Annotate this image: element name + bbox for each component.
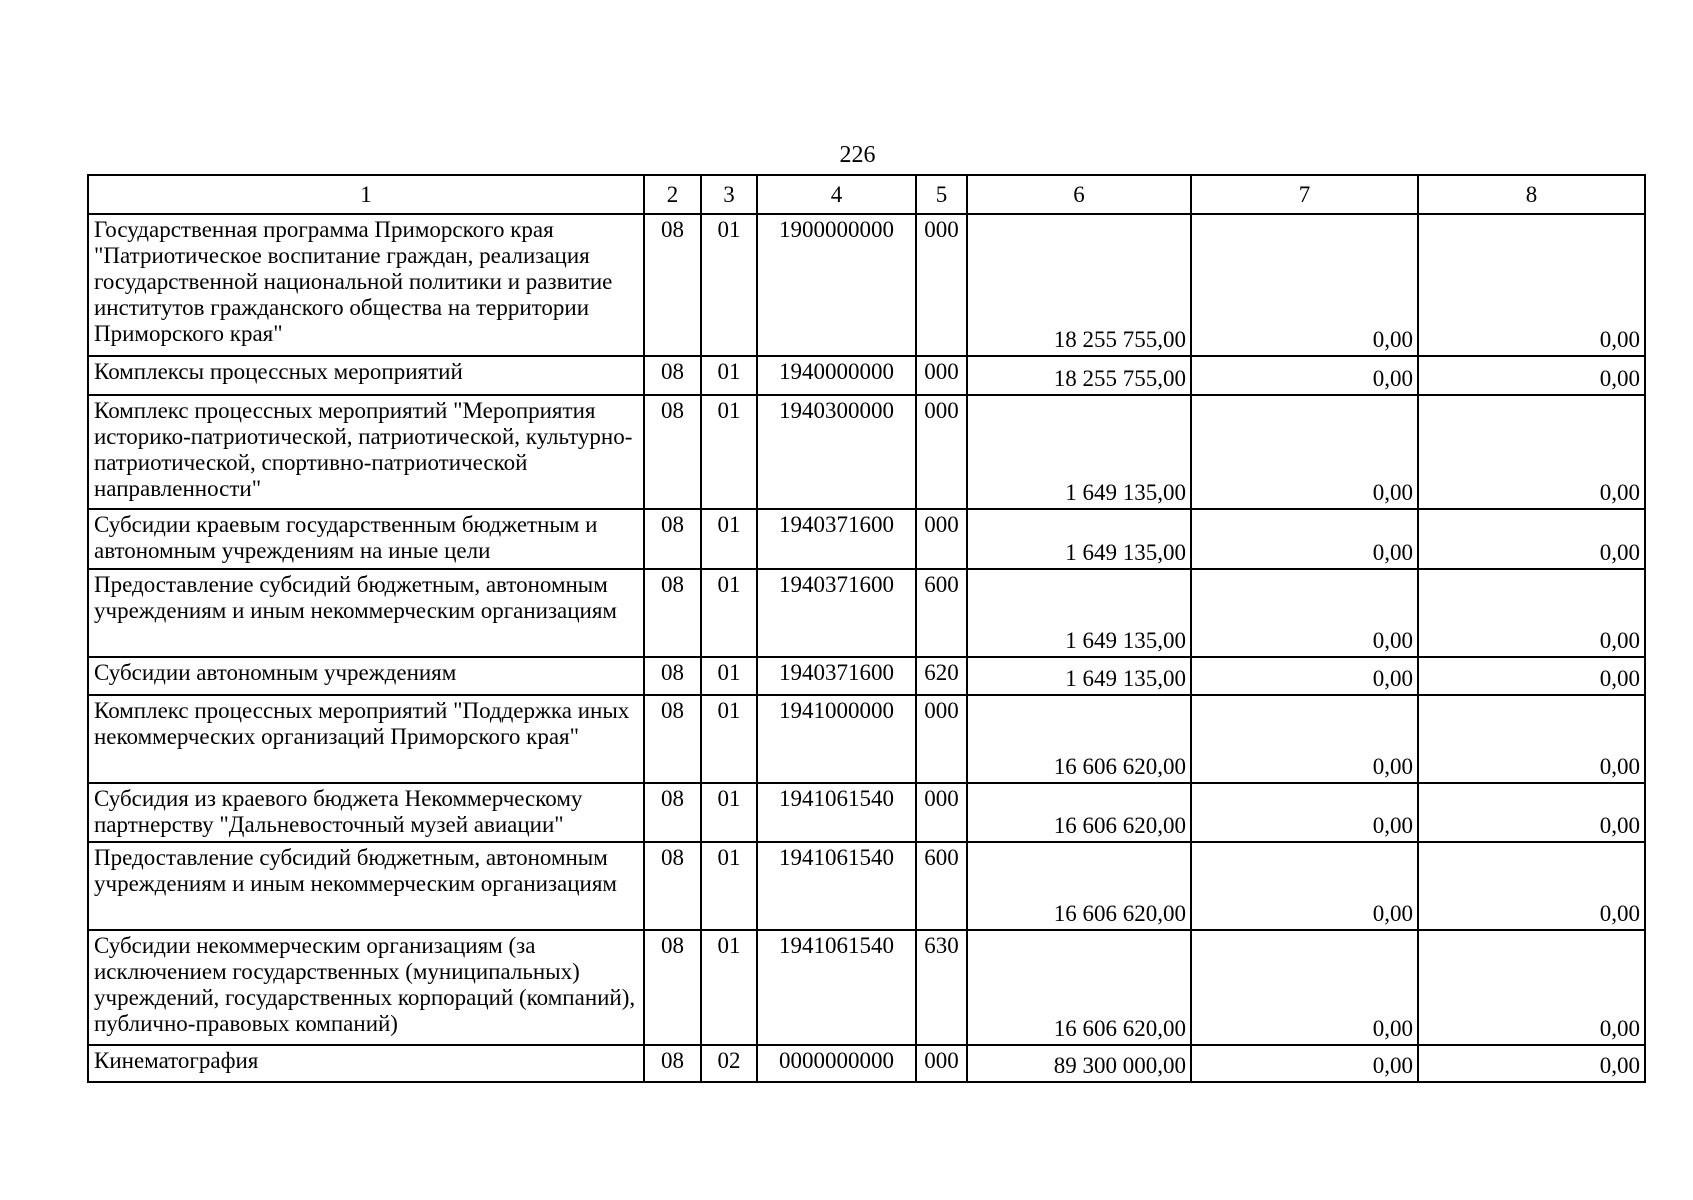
code-cell-col-5: 000 (916, 1045, 967, 1082)
code-cell-col-5: 600 (916, 569, 967, 657)
code-cell-col-2: 08 (644, 842, 701, 930)
code-cell-col-5: 000 (916, 395, 967, 509)
code-cell-col-5: 000 (916, 356, 967, 395)
amount-cell-col-6: 16 606 620,00 (967, 930, 1191, 1045)
amount-cell-col-7: 0,00 (1191, 1045, 1418, 1082)
amount-cell-col-7: 0,00 (1191, 657, 1418, 695)
code-cell-col-3: 01 (701, 930, 757, 1045)
amount-cell-col-6: 16 606 620,00 (967, 842, 1191, 930)
amount-cell-col-6: 1 649 135,00 (967, 395, 1191, 509)
code-cell-col-4: 1941000000 (757, 695, 916, 783)
code-cell-col-4: 1941061540 (757, 930, 916, 1045)
amount-cell-col-8: 0,00 (1418, 395, 1645, 509)
row-name-cell: Субсидии автономным учреждениям (88, 657, 644, 695)
code-cell-col-3: 01 (701, 509, 757, 569)
amount-cell-col-6: 18 255 755,00 (967, 214, 1191, 356)
code-cell-col-5: 000 (916, 509, 967, 569)
row-name-cell: Комплексы процессных мероприятий (88, 356, 644, 395)
column-header: 7 (1191, 175, 1418, 214)
column-header: 1 (88, 175, 644, 214)
row-name-cell: Комплекс процессных мероприятий "Мероприятия историко-патриотической, патриотической, культурно-патриотической, спортивно-патриотической направленности" (88, 395, 644, 509)
code-cell-col-2: 08 (644, 695, 701, 783)
row-name-cell: Комплекс процессных мероприятий "Поддержка иных некоммерческих организаций Приморского края" (88, 695, 644, 783)
code-cell-col-3: 01 (701, 842, 757, 930)
row-name-cell: Субсидии некоммерческим организациям (за исключением государственных (муниципальных) учреждений, государственных корпораций (компаний), публично-правовых компаний) (88, 930, 644, 1045)
column-header: 6 (967, 175, 1191, 214)
amount-cell-col-8: 0,00 (1418, 356, 1645, 395)
table-row (88, 214, 1645, 356)
code-cell-col-2: 08 (644, 930, 701, 1045)
code-cell-col-5: 600 (916, 842, 967, 930)
code-cell-col-5: 620 (916, 657, 967, 695)
table-row (88, 395, 1645, 509)
amount-cell-col-6: 1 649 135,00 (967, 509, 1191, 569)
table-row (88, 657, 1645, 695)
amount-cell-col-7: 0,00 (1191, 930, 1418, 1045)
page-number: 226 (839, 142, 876, 168)
code-cell-col-5: 630 (916, 930, 967, 1045)
amount-cell-col-8: 0,00 (1418, 1045, 1645, 1082)
amount-cell-col-8: 0,00 (1418, 930, 1645, 1045)
code-cell-col-2: 08 (644, 657, 701, 695)
code-cell-col-4: 1940000000 (757, 356, 916, 395)
table-row (88, 842, 1645, 930)
code-cell-col-4: 1940371600 (757, 569, 916, 657)
table-row (88, 930, 1645, 1045)
column-header: 3 (701, 175, 757, 214)
code-cell-col-4: 1940300000 (757, 395, 916, 509)
code-cell-col-4: 1941061540 (757, 783, 916, 842)
code-cell-col-4: 1941061540 (757, 842, 916, 930)
amount-cell-col-7: 0,00 (1191, 569, 1418, 657)
code-cell-col-3: 01 (701, 657, 757, 695)
amount-cell-col-6: 18 255 755,00 (967, 356, 1191, 395)
code-cell-col-2: 08 (644, 356, 701, 395)
code-cell-col-3: 02 (701, 1045, 757, 1082)
code-cell-col-2: 08 (644, 509, 701, 569)
amount-cell-col-7: 0,00 (1191, 214, 1418, 356)
column-header: 8 (1418, 175, 1645, 214)
amount-cell-col-8: 0,00 (1418, 695, 1645, 783)
code-cell-col-5: 000 (916, 783, 967, 842)
table-row (88, 569, 1645, 657)
data-table (87, 174, 1646, 1083)
code-cell-col-2: 08 (644, 1045, 701, 1082)
code-cell-col-3: 01 (701, 395, 757, 509)
row-name-cell: Субсидия из краевого бюджета Некоммерческому партнерству "Дальневосточный музей авиации" (88, 783, 644, 842)
amount-cell-col-6: 1 649 135,00 (967, 569, 1191, 657)
amount-cell-col-8: 0,00 (1418, 509, 1645, 569)
table-row (88, 1045, 1645, 1082)
code-cell-col-3: 01 (701, 214, 757, 356)
column-header: 2 (644, 175, 701, 214)
row-name-cell: Государственная программа Приморского края "Патриотическое воспитание граждан, реализация государственной национальной политики и развитие институтов гражданского общества на территории Приморского края" (88, 214, 644, 356)
code-cell-col-2: 08 (644, 395, 701, 509)
table-row (88, 356, 1645, 395)
amount-cell-col-6: 16 606 620,00 (967, 695, 1191, 783)
row-name-cell: Субсидии краевым государственным бюджетным и автономным учреждениям на иные цели (88, 509, 644, 569)
code-cell-col-4: 1940371600 (757, 657, 916, 695)
amount-cell-col-6: 16 606 620,00 (967, 783, 1191, 842)
amount-cell-col-7: 0,00 (1191, 842, 1418, 930)
amount-cell-col-8: 0,00 (1418, 783, 1645, 842)
table-row (88, 509, 1645, 569)
code-cell-col-3: 01 (701, 356, 757, 395)
amount-cell-col-8: 0,00 (1418, 214, 1645, 356)
amount-cell-col-7: 0,00 (1191, 356, 1418, 395)
amount-cell-col-7: 0,00 (1191, 509, 1418, 569)
code-cell-col-2: 08 (644, 783, 701, 842)
row-name-cell: Предоставление субсидий бюджетным, автономным учреждениям и иным некоммерческим организациям (88, 842, 644, 930)
amount-cell-col-6: 89 300 000,00 (967, 1045, 1191, 1082)
code-cell-col-5: 000 (916, 695, 967, 783)
amount-cell-col-7: 0,00 (1191, 783, 1418, 842)
code-cell-col-4: 0000000000 (757, 1045, 916, 1082)
code-cell-col-2: 08 (644, 214, 701, 356)
amount-cell-col-7: 0,00 (1191, 695, 1418, 783)
amount-cell-col-7: 0,00 (1191, 395, 1418, 509)
amount-cell-col-8: 0,00 (1418, 657, 1645, 695)
code-cell-col-3: 01 (701, 695, 757, 783)
code-cell-col-2: 08 (644, 569, 701, 657)
code-cell-col-4: 1900000000 (757, 214, 916, 356)
amount-cell-col-6: 1 649 135,00 (967, 657, 1191, 695)
row-name-cell: Предоставление субсидий бюджетным, автономным учреждениям и иным некоммерческим организациям (88, 569, 644, 657)
table-header-row (88, 175, 1645, 214)
column-header: 5 (916, 175, 967, 214)
code-cell-col-5: 000 (916, 214, 967, 356)
amount-cell-col-8: 0,00 (1418, 569, 1645, 657)
code-cell-col-3: 01 (701, 783, 757, 842)
amount-cell-col-8: 0,00 (1418, 842, 1645, 930)
table-row (88, 695, 1645, 783)
row-name-cell: Кинематография (88, 1045, 644, 1082)
table-row (88, 783, 1645, 842)
column-header: 4 (757, 175, 916, 214)
code-cell-col-4: 1940371600 (757, 509, 916, 569)
code-cell-col-3: 01 (701, 569, 757, 657)
